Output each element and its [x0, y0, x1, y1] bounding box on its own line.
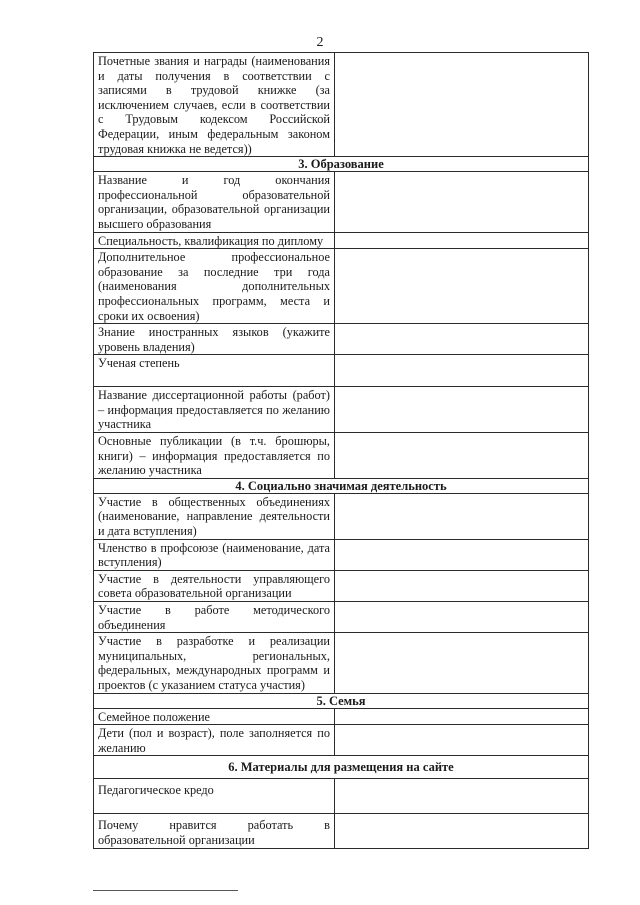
- field-label: Участие в деятельности управляющего совета образовательной организации: [94, 570, 335, 601]
- field-label: Дополнительное профессиональное образование за последние три года (наименования дополнительных профессиональных программ, места и сроки их освоения): [94, 249, 335, 324]
- section-header-row: [94, 693, 589, 708]
- section-title: 3. Образование: [94, 157, 589, 172]
- field-label: Основные публикации (в т.ч. брошюры, книги) – информация предоставляется по желанию участника: [94, 433, 335, 479]
- form-field-row: [94, 324, 589, 355]
- section-header-row: [94, 756, 589, 779]
- form-field-row: [94, 387, 589, 433]
- application-form-table: [93, 52, 589, 849]
- field-label: Почетные звания и награды (наименования и даты получения в соответствии с записями в трудовой книжке (за исключением случаев, если в соответствии с Трудовым кодексом Российской Федерации, иным федеральным законом трудовая книжка не ведется)): [94, 53, 335, 157]
- field-value-cell[interactable]: [335, 779, 589, 814]
- field-label: Участие в работе методического объединения: [94, 602, 335, 633]
- form-field-row: [94, 779, 589, 814]
- field-label: Знание иностранных языков (укажите уровень владения): [94, 324, 335, 355]
- form-field-row: [94, 633, 589, 693]
- form-field-row: [94, 53, 589, 157]
- field-label: Семейное положение: [94, 708, 335, 725]
- field-label: Специальность, квалификация по диплому: [94, 232, 335, 249]
- field-value-cell[interactable]: [335, 232, 589, 249]
- field-label: Дети (пол и возраст), поле заполняется по желанию: [94, 725, 335, 756]
- field-label: Участие в разработке и реализации муниципальных, региональных, федеральных, международных программ и проектов (с указанием статуса участия): [94, 633, 335, 693]
- field-label: Название и год окончания профессиональной образовательной организации, образовательной организации высшего образования: [94, 172, 335, 232]
- form-field-row: [94, 539, 589, 570]
- field-value-cell[interactable]: [335, 602, 589, 633]
- section-header-row: [94, 478, 589, 493]
- form-field-row: [94, 708, 589, 725]
- field-value-cell[interactable]: [335, 570, 589, 601]
- footnote-separator: [93, 890, 238, 891]
- form-field-row: [94, 249, 589, 324]
- form-field-row: [94, 355, 589, 387]
- form-field-row: [94, 725, 589, 756]
- field-value-cell[interactable]: [335, 708, 589, 725]
- form-field-row: [94, 570, 589, 601]
- field-label: Почему нравится работать в образовательной организации: [94, 814, 335, 848]
- form-field-row: [94, 814, 589, 848]
- field-value-cell[interactable]: [335, 433, 589, 479]
- field-value-cell[interactable]: [335, 725, 589, 756]
- form-field-row: [94, 493, 589, 539]
- field-label: Ученая степень: [94, 355, 335, 387]
- field-value-cell[interactable]: [335, 814, 589, 848]
- form-field-row: [94, 172, 589, 232]
- form-body: [94, 53, 589, 849]
- field-value-cell[interactable]: [335, 324, 589, 355]
- field-value-cell[interactable]: [335, 539, 589, 570]
- section-header-row: [94, 157, 589, 172]
- field-value-cell[interactable]: [335, 633, 589, 693]
- section-title: 5. Семья: [94, 693, 589, 708]
- field-value-cell[interactable]: [335, 53, 589, 157]
- section-title: 4. Социально значимая деятельность: [94, 478, 589, 493]
- field-value-cell[interactable]: [335, 355, 589, 387]
- form-field-row: [94, 602, 589, 633]
- field-value-cell[interactable]: [335, 493, 589, 539]
- form-field-row: [94, 232, 589, 249]
- field-value-cell[interactable]: [335, 172, 589, 232]
- field-value-cell[interactable]: [335, 249, 589, 324]
- field-label: Членство в профсоюзе (наименование, дата вступления): [94, 539, 335, 570]
- section-title: 6. Материалы для размещения на сайте: [94, 756, 589, 779]
- form-field-row: [94, 433, 589, 479]
- field-label: Участие в общественных объединениях (наименование, направление деятельности и дата вступления): [94, 493, 335, 539]
- field-label: Название диссертационной работы (работ) – информация предоставляется по желанию участника: [94, 387, 335, 433]
- field-label: Педагогическое кредо: [94, 779, 335, 814]
- page-number: 2: [316, 35, 324, 50]
- field-value-cell[interactable]: [335, 387, 589, 433]
